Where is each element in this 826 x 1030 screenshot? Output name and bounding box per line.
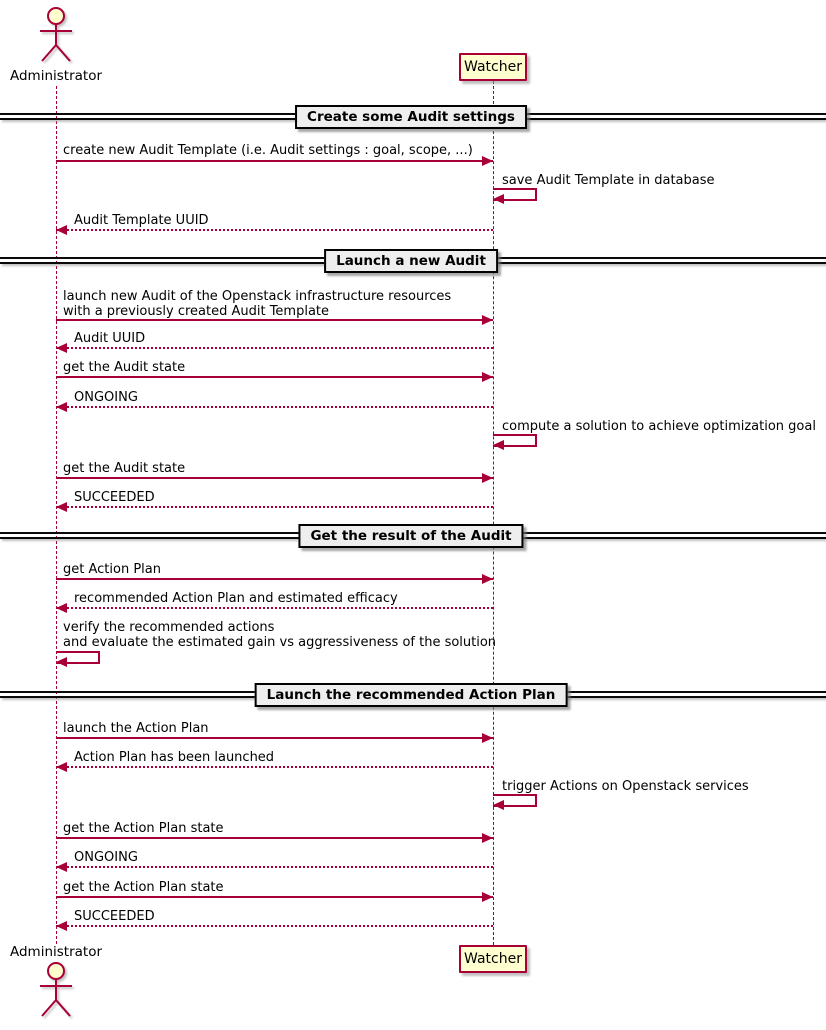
message-label: ONGOING	[74, 850, 138, 865]
arrowhead-right-icon	[482, 473, 493, 483]
message-label: get the Audit state	[63, 360, 186, 375]
arrowhead-left-icon	[56, 657, 67, 667]
arrowhead-left-icon	[56, 402, 67, 412]
arrowhead-left-icon	[56, 225, 67, 235]
message-label: get the Action Plan state	[63, 821, 224, 836]
divider-label: Get the result of the Audit	[310, 528, 512, 544]
watcher-participant-top: Watcher	[459, 53, 527, 81]
message-label: and evaluate the estimated gain vs aggressiveness of the solution	[63, 635, 497, 650]
watcher-participant-bottom: Watcher	[459, 945, 527, 973]
administrator-label-bottom: Administrator	[9, 944, 103, 960]
message-label: verify the recommended actions	[63, 620, 275, 635]
message-arrow	[56, 866, 493, 868]
divider-label: Launch a new Audit	[336, 253, 486, 269]
message-label: SUCCEEDED	[74, 490, 155, 505]
administrator-actor-icon-bottom	[30, 960, 82, 1018]
message-label: get Action Plan	[63, 562, 161, 577]
message-arrow	[56, 607, 493, 609]
arrowhead-right-icon	[482, 372, 493, 382]
arrowhead-right-icon	[482, 156, 493, 166]
administrator-lifeline	[56, 86, 57, 944]
message-label: ONGOING	[74, 390, 138, 405]
divider-launch-new-audit	[324, 249, 498, 273]
message-arrow	[56, 737, 493, 739]
message-arrow	[56, 837, 493, 839]
message-label: trigger Actions on Openstack services	[502, 779, 749, 794]
watcher-lifeline	[493, 81, 494, 945]
arrowhead-left-icon	[56, 762, 67, 772]
divider-label: Launch the recommended Action Plan	[266, 687, 556, 703]
message-arrow	[56, 229, 493, 231]
arrowhead-right-icon	[482, 733, 493, 743]
message-label: SUCCEEDED	[74, 909, 155, 924]
arrowhead-left-icon	[493, 440, 504, 450]
administrator-label-top: Administrator	[9, 68, 103, 84]
divider-get-result-audit	[298, 524, 523, 548]
message-label: get the Audit state	[63, 461, 186, 476]
message-arrow	[56, 160, 493, 162]
message-arrow	[56, 319, 493, 321]
arrowhead-right-icon	[482, 574, 493, 584]
message-label: launch new Audit of the Openstack infrastructure resources	[63, 289, 452, 304]
arrowhead-left-icon	[56, 921, 67, 931]
administrator-actor-icon	[30, 5, 82, 63]
message-arrow	[56, 376, 493, 378]
message-label: create new Audit Template (i.e. Audit settings : goal, scope, ...)	[63, 143, 473, 158]
arrowhead-left-icon	[493, 194, 504, 204]
message-label: compute a solution to achieve optimization goal	[502, 419, 816, 434]
arrowhead-left-icon	[56, 343, 67, 353]
message-arrow	[56, 925, 493, 927]
message-label: recommended Action Plan and estimated efficacy	[74, 591, 398, 606]
message-arrow	[56, 477, 493, 479]
message-arrow	[56, 347, 493, 349]
message-label: Action Plan has been launched	[74, 750, 275, 765]
arrowhead-right-icon	[482, 315, 493, 325]
arrowhead-left-icon	[493, 800, 504, 810]
arrowhead-right-icon	[482, 892, 493, 902]
arrowhead-left-icon	[56, 862, 67, 872]
divider-create-audit-settings	[295, 105, 527, 129]
arrowhead-right-icon	[482, 833, 493, 843]
message-arrow	[56, 506, 493, 508]
divider-launch-action-plan	[255, 683, 568, 707]
divider-label: Create some Audit settings	[307, 109, 515, 125]
message-arrow	[56, 578, 493, 580]
message-arrow	[56, 406, 493, 408]
arrowhead-left-icon	[56, 603, 67, 613]
message-label: Audit UUID	[74, 331, 146, 346]
arrowhead-left-icon	[56, 502, 67, 512]
message-label: get the Action Plan state	[63, 880, 224, 895]
message-arrow	[56, 896, 493, 898]
message-label: save Audit Template in database	[502, 173, 715, 188]
message-label: Audit Template UUID	[74, 213, 209, 228]
message-label: with a previously created Audit Template	[63, 304, 330, 319]
message-arrow	[56, 766, 493, 768]
message-label: launch the Action Plan	[63, 721, 209, 736]
